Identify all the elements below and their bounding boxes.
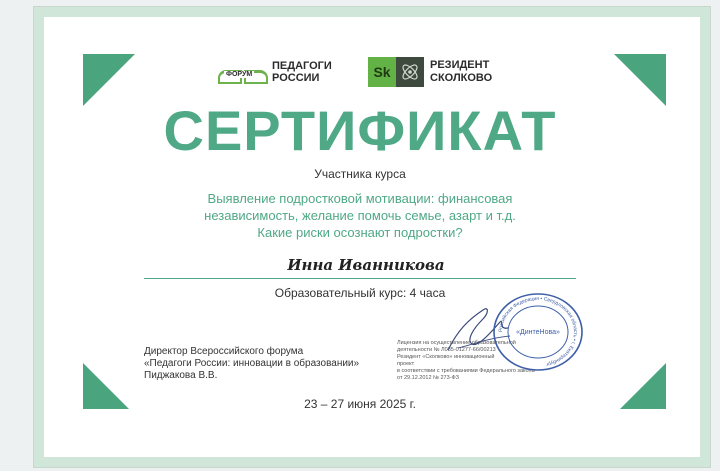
license-line-2: деятельности № Л035-01277-66/00213 — [397, 347, 496, 353]
course-line-1: Выявление подростковой мотивации: финансовая — [207, 191, 513, 206]
atom-icon — [396, 57, 424, 87]
sk-title-line2: СКОЛКОВО — [430, 72, 493, 84]
name-underline — [144, 278, 576, 279]
course-date: 23 – 27 июня 2025 г. — [304, 397, 416, 411]
skolkovo-logo — [368, 57, 492, 87]
license-line-6: от 29.12.2012 № 273-ФЗ — [397, 375, 459, 381]
license-line-3: Резидент «Сколково» инновационный — [397, 354, 495, 360]
course-line-3: Какие риски осознают подростки? — [257, 225, 463, 240]
course-name — [160, 190, 560, 241]
book-icon — [218, 60, 268, 84]
certificate-title: СЕРТИФИКАТ — [163, 99, 557, 162]
forum-title-line1: ПЕДАГОГИ — [272, 60, 332, 72]
course-hours: Образовательный курс: 4 часа — [274, 286, 446, 300]
director-line-2: «Педагоги России: инновации в образовании» — [144, 358, 360, 369]
stamp-center-text: «ДинтеНова» — [516, 329, 560, 336]
stamp-ring-text: Российская Федерация • Свердловская область • г. Екатеринбург — [497, 295, 579, 368]
forum-badge: ФОРУМ — [226, 71, 253, 78]
director-line-1: Директор Всероссийского форума — [144, 346, 304, 357]
director-block — [144, 346, 359, 382]
sk-title-line1: РЕЗИДЕНТ — [430, 59, 490, 71]
forum-logo — [218, 60, 332, 84]
director-line-3: Пиджакова В.В. — [144, 370, 218, 381]
certificate-subtitle: Участника курса — [314, 167, 406, 181]
sk-badge: Sk — [368, 57, 396, 87]
license-line-4: проект — [397, 361, 415, 367]
recipient-name: Инна Иванникова — [287, 256, 445, 274]
stamp-icon — [490, 292, 586, 372]
forum-title-line2: РОССИИ — [272, 72, 320, 84]
course-line-2: независимость, желание помочь семье, азарт и т.д. — [204, 208, 516, 223]
license-line-1: Лицензия на осуществление образовательной — [397, 340, 516, 346]
license-line-5: в соответствии с требованиями Федерального закона — [397, 368, 535, 374]
